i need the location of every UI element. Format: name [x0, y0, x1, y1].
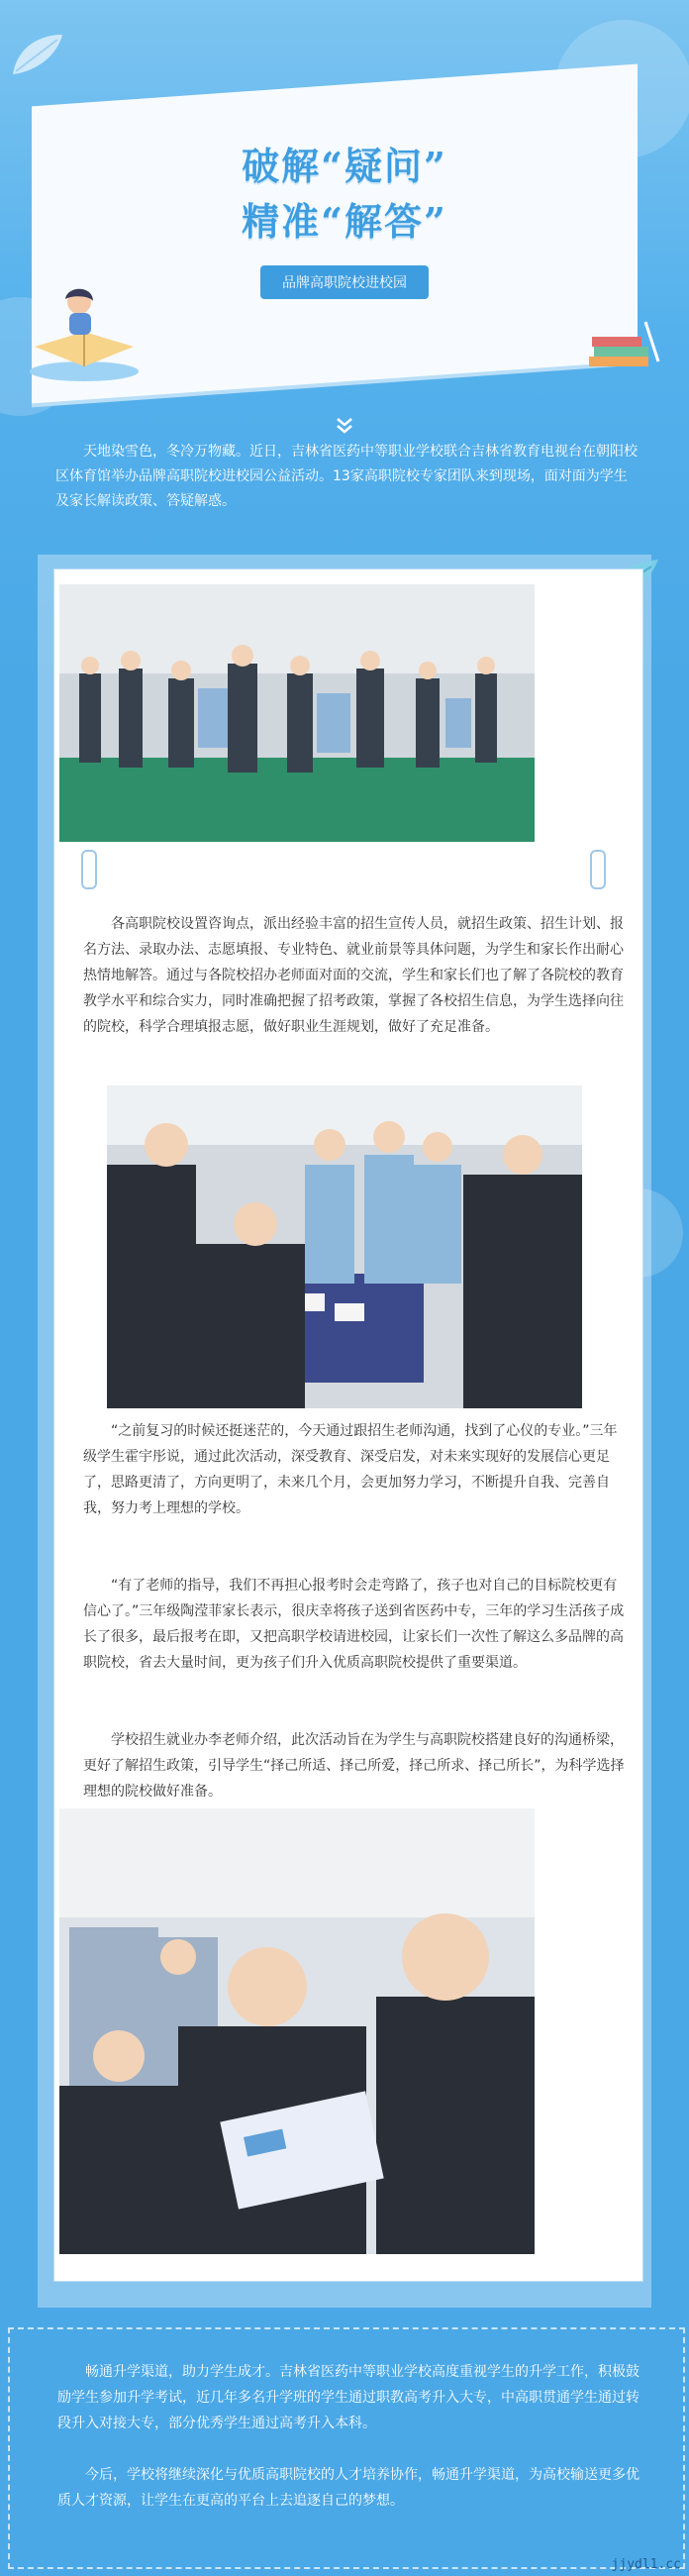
event-photo-1 [59, 584, 535, 842]
event-photo-3 [59, 1808, 535, 2254]
body-paragraph-2: “之前复习的时候还挺迷茫的，今天通过跟招生老师沟通，找到了心仪的专业。”三年级学生霍宇彤说，通过此次活动，深受教育、深受启发，对未来实现好的发展信心更足了，思路更清了，方向更明了，未来几个月，会更加努力学习，不断提升自我、完善自我，努力考上理想的学校。 [83, 1423, 618, 1516]
page-title-line2: 精准“解答” [242, 199, 447, 244]
chevron-down-icon [334, 414, 355, 436]
category-badge: 品牌高职院校进校园 [260, 265, 429, 299]
body-paragraph-4: 学校招生就业办李老师介绍，此次活动旨在为学生与高职院校搭建良好的沟通桥梁，更好了解招生政策，引导学生“择己所适、择己所爱，择己所求、择己所长”，为科学选择理想的院校做好准备。 [83, 1732, 625, 1800]
books-illustration [584, 317, 663, 376]
event-photo-2 [107, 1085, 582, 1408]
source-watermark: jjydl1.cc [611, 2557, 681, 2572]
page-title-line1: 破解“疑问” [242, 144, 447, 188]
conclusion-paragraph-2: 今后，学校将继续深化与优质高职院校的人才培养协作，畅通升学渠道，为高校输送更多优质人才资源，让学生在更高的平台上去追逐自己的梦想。 [57, 2467, 640, 2509]
body-paragraph-1: 各高职院校设置咨询点，派出经验丰富的招生宣传人员，就招生政策、招生计划、报名方法、录取办法、志愿填报、专业特色、就业前景等具体问题，为学生和家长作出耐心热情地解答。通过与各院校招办老师面对面的交流，学生和家长们也了解了各院校的教育教学水平和综合实力，同时准确把握了招考政策，掌握了各校招生信息，为学生选择向往的院校，科学合理填报志愿，做好职业生涯规划，做好了充足准备。 [83, 916, 624, 1035]
header-title-block [0, 139, 689, 299]
body-paragraph-3: “有了老师的指导，我们不再担心报考时会走弯路了，孩子也对自己的目标院校更有信心了。”三年级陶滢菲家长表示，很庆幸将孩子送到省医药中专，三年的学习生活孩子成长了很多，最后报考在即，又把高职学校请进校园，让家长们一次性了解这么多品牌的高职院校，省去大量时间，更为孩子们升入优质高职院校提供了重要渠道。 [83, 1578, 625, 1671]
paper-pin-left [81, 850, 97, 889]
paper-pin-right [590, 850, 606, 889]
intro-paragraph: 天地染雪色，冬冷万物藏。近日，吉林省医药中等职业学校联合吉林省教育电视台在朝阳校区体育馆举办品牌高职院校进校园公益活动。13家高职院校专家团队来到现场，面对面为学生及家长解读政策、答疑解惑。 [55, 444, 638, 509]
conclusion-paragraph-1: 畅通升学渠道，助力学生成才。吉林省医药中等职业学校高度重视学生的升学工作，积极鼓励学生参加升学考试，近几年多名升学班的学生通过职教高考升入大专，中高职贯通学生通过转段升入对接大专，部分优秀学生通过高考升入本科。 [57, 2364, 640, 2431]
leaf-icon [8, 30, 67, 79]
